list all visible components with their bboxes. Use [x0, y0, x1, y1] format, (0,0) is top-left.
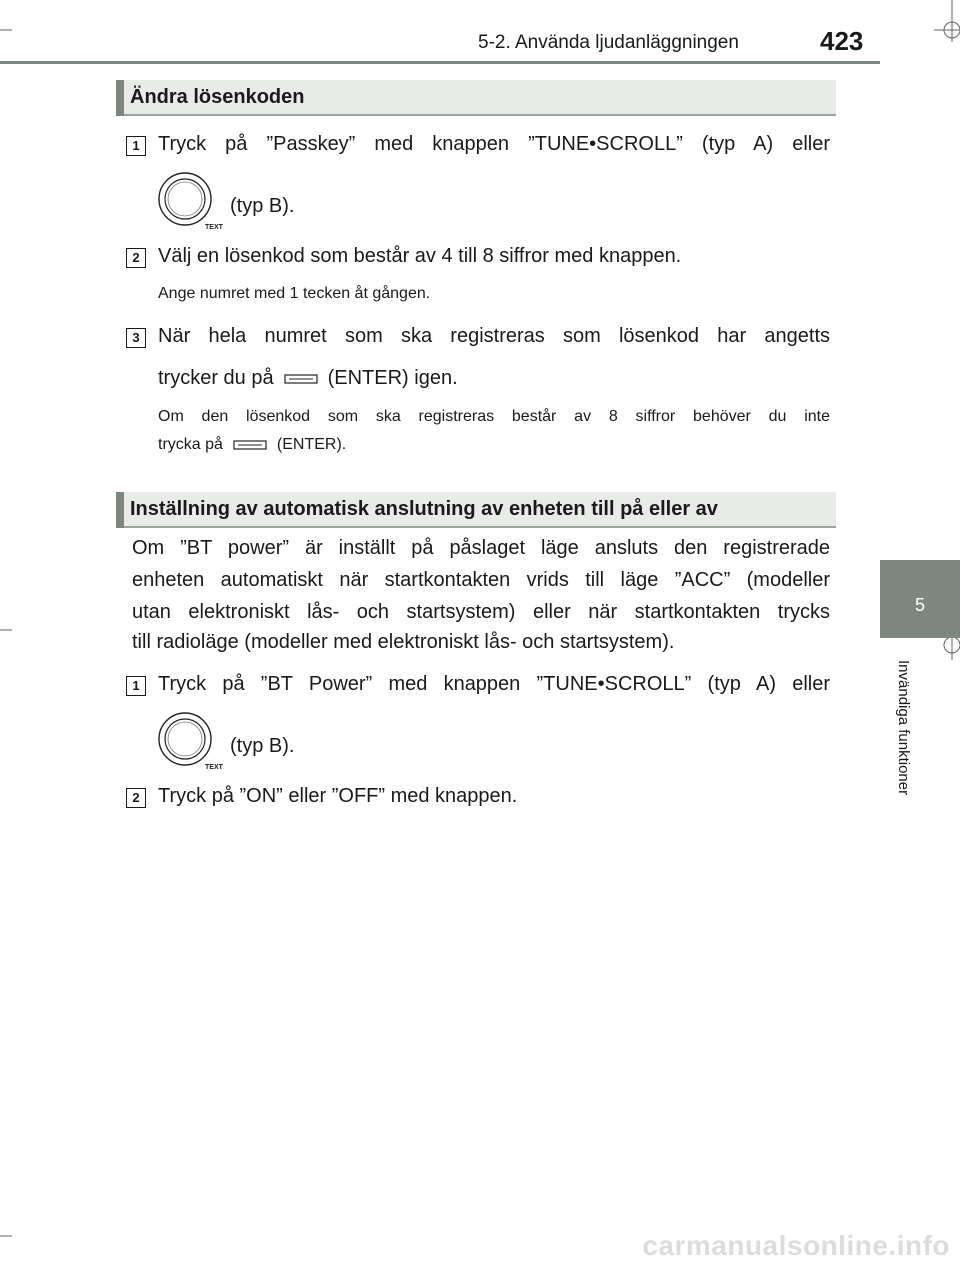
section-heading-change-passkey [116, 80, 836, 116]
step-text: När hela numret som ska registreras som lösenkod har angetts [158, 325, 830, 347]
intro-line: utan elektroniskt lås- och startsystem) eller när startkontakten trycks [132, 601, 830, 623]
section-heading-auto-connect [116, 492, 836, 528]
step-badge: 2 [126, 248, 146, 268]
step-text-after: (ENTER) igen. [327, 367, 458, 389]
note-after: (ENTER). [276, 436, 347, 453]
enter-button-icon [284, 372, 318, 386]
step-text: Tryck på ”BT Power” med knappen ”TUNE•SCROLL” (typ A) eller [158, 673, 830, 695]
tune-knob-icon [158, 712, 223, 771]
step-badge: 3 [126, 328, 146, 348]
step-text: Tryck på ”ON” eller ”OFF” med knappen. [158, 785, 518, 807]
watermark [0, 1230, 960, 1263]
step-text-line2 [158, 360, 458, 396]
watermark-text: carmanualsonline.info [642, 1230, 950, 1261]
chapter-number: 5 [914, 595, 925, 615]
heading-text: Inställning av automatisk anslutning av enheten till på eller av [130, 498, 718, 520]
section-label: 5-2. Använda ljudanläggningen [478, 32, 739, 53]
enter-button-icon [233, 438, 267, 452]
header-rule [0, 61, 880, 64]
step-note: Om den lösenkod som ska registreras består av 8 siffror behöver du inte [158, 408, 830, 425]
step-text: Välj en lösenkod som består av 4 till 8 siffror med knappen. [158, 245, 682, 267]
step-note: Ange numret med 1 tecken åt gången. [158, 285, 431, 302]
step-text-suffix: (typ B). [230, 735, 295, 757]
knob-label: TEXT [205, 764, 223, 771]
heading-text: Ändra lösenkoden [130, 86, 305, 108]
note-before: trycka på [158, 436, 223, 453]
heading-marker [116, 80, 124, 116]
step-badge: 1 [126, 136, 146, 156]
page-number: 423 [820, 26, 864, 56]
intro-line: enheten automatiskt när startkontakten vrids till läge ”ACC” (modeller [132, 569, 830, 591]
step-badge: 2 [126, 788, 146, 808]
step-text-suffix: (typ B). [230, 195, 295, 217]
knob-label: TEXT [205, 224, 223, 231]
tune-knob-icon [158, 172, 223, 231]
intro-line: till radioläge (modeller med elektroniskt lås- och startsystem). [132, 631, 675, 653]
step-text: Tryck på ”Passkey” med knappen ”TUNE•SCROLL” (typ A) eller [158, 133, 830, 155]
intro-line: Om ”BT power” är inställt på påslaget läge ansluts den registrerade [132, 537, 830, 559]
heading-marker [116, 492, 124, 528]
step-note-line2 [158, 436, 346, 454]
chapter-title-text: Invändiga funktioner [895, 660, 912, 796]
step-text-before: trycker du på [158, 367, 274, 389]
step-badge: 1 [126, 676, 146, 696]
chapter-title [860, 660, 920, 860]
